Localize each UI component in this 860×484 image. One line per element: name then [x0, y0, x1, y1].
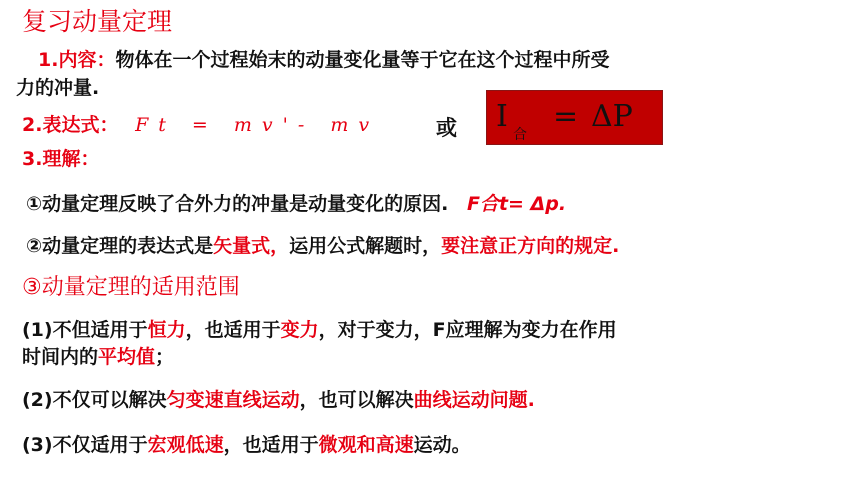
content-label: 1.内容： [38, 49, 116, 71]
scope-2-line [22, 385, 535, 412]
scope-3-line [22, 430, 471, 457]
impulse-subscript: 合 [513, 127, 527, 143]
item-2-highlight-2: 要注意正方向的规定. [441, 235, 620, 257]
expression-line [22, 110, 379, 137]
item-1-text: ①动量定理反映了合外力的冲量是动量变化的原因. [26, 193, 449, 215]
item-2-text-2: 运用公式解题时， [289, 235, 442, 257]
understanding-label: 3.理解： [22, 148, 100, 170]
scope-3-highlight-macro: 宏观低速 [147, 434, 224, 456]
scope-3-highlight-micro: 微观和高速 [318, 434, 414, 456]
momentum-formula: Ft = mv'- mv [135, 114, 380, 136]
scope-3-text-a: (3)不仅适用于 [22, 434, 148, 456]
formula-box [486, 90, 663, 145]
scope-2-highlight-curve: 曲线运动问题. [413, 389, 535, 411]
delta-p: ΔP [591, 99, 633, 134]
scope-1-text-c: ，也适用于 [185, 319, 281, 341]
or-text: 或 [436, 116, 457, 140]
scope-3-text-e: 运动。 [413, 434, 471, 456]
scope-3-text-c: ，也适用于 [223, 434, 319, 456]
scope-1-text-a: (1)不但适用于 [22, 319, 148, 341]
content-text-1: 物体在一个过程始末的动量变化量等于它在这个过程中所受 [115, 49, 610, 71]
scope-2-text-a: (2)不仅可以解决 [22, 389, 167, 411]
item-2 [26, 231, 619, 258]
item-3-heading: ③动量定理的适用范围 [22, 275, 240, 300]
scope-1-highlight-variable-force: 变力 [280, 319, 319, 341]
page-title: 复习动量定理 [22, 7, 173, 36]
scope-1-line-1 [22, 315, 617, 342]
expression-label: 2.表达式： [22, 114, 119, 136]
scope-2-text-c: ，也可以解决 [299, 389, 414, 411]
scope-1-text-f: 时间内的 [22, 346, 99, 368]
scope-1-highlight-average: 平均值 [98, 346, 156, 368]
content-line-1 [38, 45, 609, 72]
scope-1-highlight-constant-force: 恒力 [147, 319, 186, 341]
equals-sign: = [553, 99, 579, 134]
scope-1-text-e: ，对于变力，F应理解为变力在作用 [318, 319, 617, 341]
item-1-formula: F合t= Δp. [466, 193, 567, 215]
item-1 [26, 189, 566, 216]
scope-1-line-2 [22, 342, 174, 369]
item-2-highlight-1: 矢量式， [213, 235, 290, 257]
scope-2-highlight-linear: 匀变速直线运动 [166, 389, 300, 411]
item-2-text-1: ②动量定理的表达式是 [26, 235, 214, 257]
content-line-2: 力的冲量. [16, 77, 100, 99]
impulse-symbol: I [496, 99, 508, 134]
scope-1-text-h: ； [155, 346, 175, 368]
